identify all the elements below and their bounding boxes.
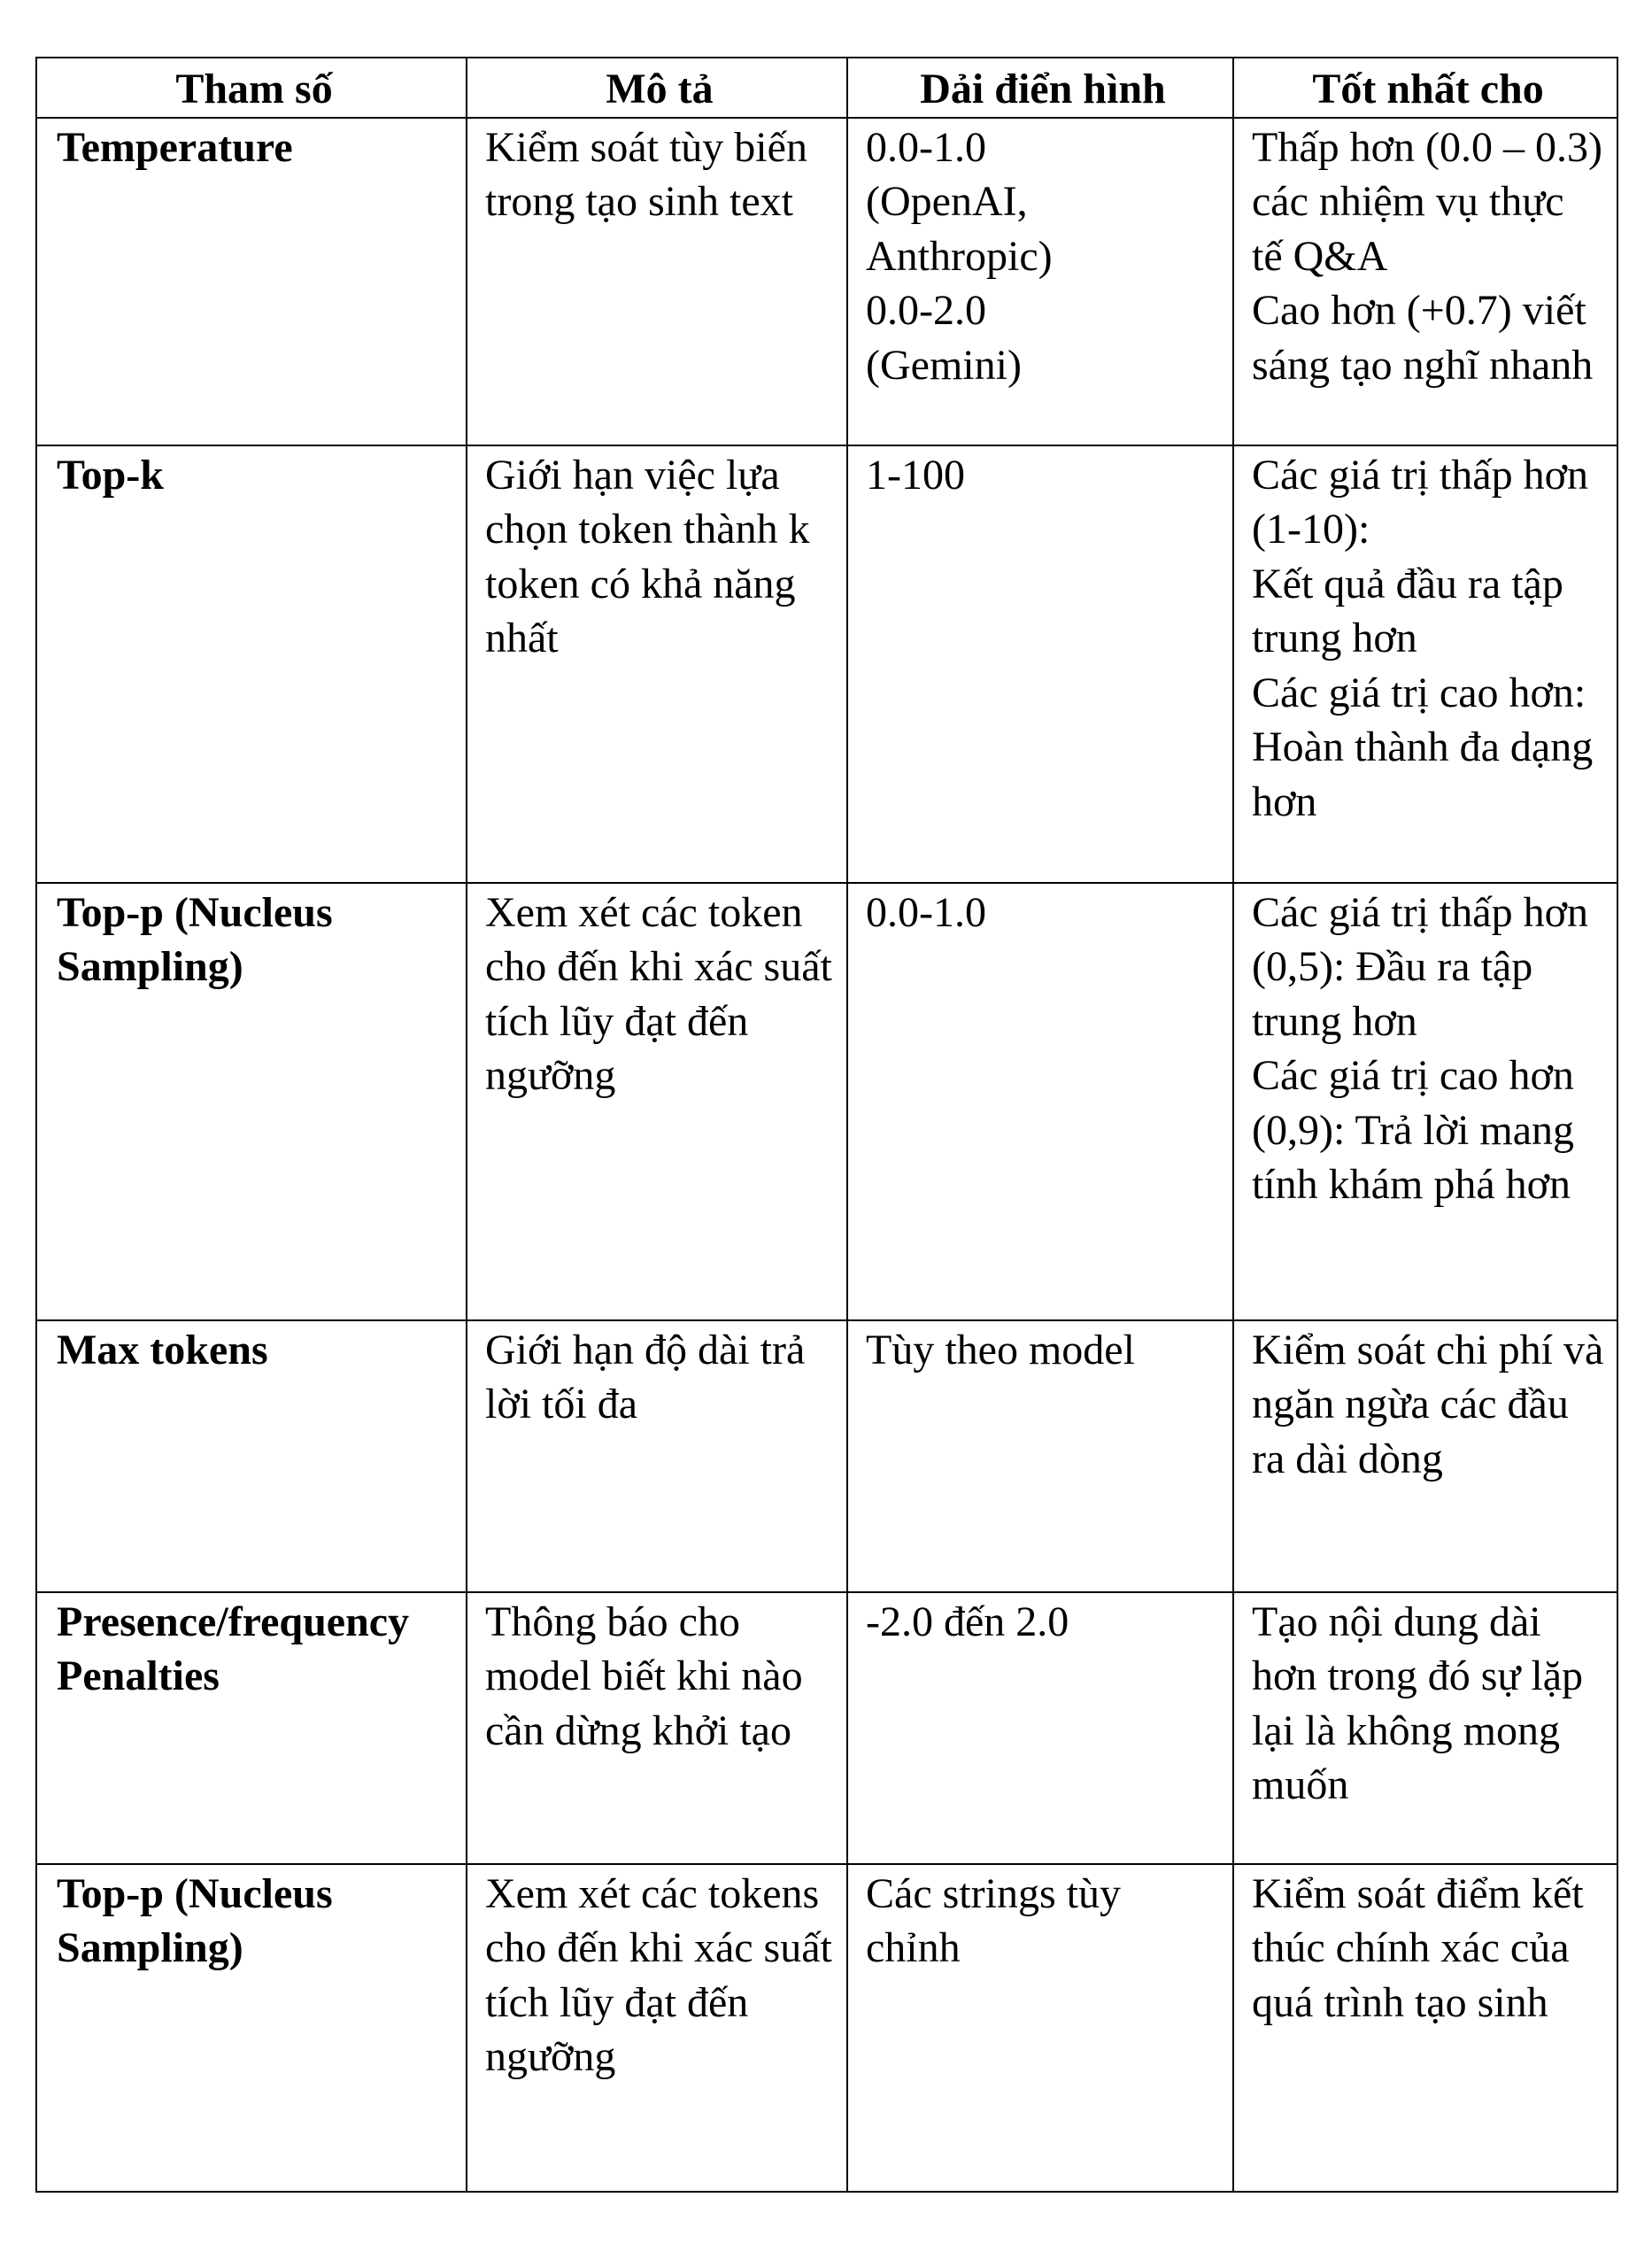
table-row — [36, 1320, 1617, 1592]
header-description: Mô tả — [467, 58, 847, 118]
description-cell: Thông báo cho model biết khi nào cần dừng khởi tạo — [467, 1592, 847, 1864]
parameter-cell: Max tokens — [36, 1320, 467, 1592]
table-body — [36, 118, 1617, 2192]
typical-range-cell: 1-100 — [847, 445, 1233, 883]
typical-range-cell: Tùy theo model — [847, 1320, 1233, 1592]
table-header — [36, 58, 1617, 118]
typical-range-cell: 0.0-1.0 — [847, 883, 1233, 1320]
typical-range-cell: 0.0-1.0 (OpenAI, Anthropic) 0.0-2.0 (Gemini) — [847, 118, 1233, 445]
parameter-cell: Top-k — [36, 445, 467, 883]
table-row — [36, 445, 1617, 883]
header-best-for: Tốt nhất cho — [1233, 58, 1617, 118]
description-cell: Giới hạn độ dài trả lời tối đa — [467, 1320, 847, 1592]
parameter-cell: Top-p (Nucleus Sampling) — [36, 883, 467, 1320]
table-row — [36, 1592, 1617, 1864]
best-for-cell: Tạo nội dung dài hơn trong đó sự lặp lại là không mong muốn — [1233, 1592, 1617, 1864]
typical-range-cell: -2.0 đến 2.0 — [847, 1592, 1233, 1864]
header-typical-range: Dải điển hình — [847, 58, 1233, 118]
header-parameter: Tham số — [36, 58, 467, 118]
best-for-cell: Kiểm soát chi phí và ngăn ngừa các đầu ra dài dòng — [1233, 1320, 1617, 1592]
parameter-cell: Presence/frequency Penalties — [36, 1592, 467, 1864]
table-row — [36, 118, 1617, 445]
table-row — [36, 883, 1617, 1320]
best-for-cell: Kiểm soát điểm kết thúc chính xác của quá trình tạo sinh — [1233, 1864, 1617, 2192]
parameter-cell: Temperature — [36, 118, 467, 445]
best-for-cell: Các giá trị thấp hơn (1-10): Kết quả đầu ra tập trung hơn Các giá trị cao hơn: Hoàn thành đa dạng hơn — [1233, 445, 1617, 883]
description-cell: Xem xét các token cho đến khi xác suất tích lũy đạt đến ngưỡng — [467, 883, 847, 1320]
description-cell: Giới hạn việc lựa chọn token thành k token có khả năng nhất — [467, 445, 847, 883]
best-for-cell: Thấp hơn (0.0 – 0.3) các nhiệm vụ thực tế Q&A Cao hơn (+0.7) viết sáng tạo nghĩ nhanh — [1233, 118, 1617, 445]
best-for-cell: Các giá trị thấp hơn (0,5): Đầu ra tập trung hơn Các giá trị cao hơn (0,9): Trả lời mang tính khám phá hơn — [1233, 883, 1617, 1320]
description-cell: Kiểm soát tùy biến trong tạo sinh text — [467, 118, 847, 445]
parameter-cell: Top-p (Nucleus Sampling) — [36, 1864, 467, 2192]
parameters-table — [35, 57, 1618, 2193]
header-row — [36, 58, 1617, 118]
typical-range-cell: Các strings tùy chỉnh — [847, 1864, 1233, 2192]
description-cell: Xem xét các tokens cho đến khi xác suất tích lũy đạt đến ngưỡng — [467, 1864, 847, 2192]
table-row — [36, 1864, 1617, 2192]
